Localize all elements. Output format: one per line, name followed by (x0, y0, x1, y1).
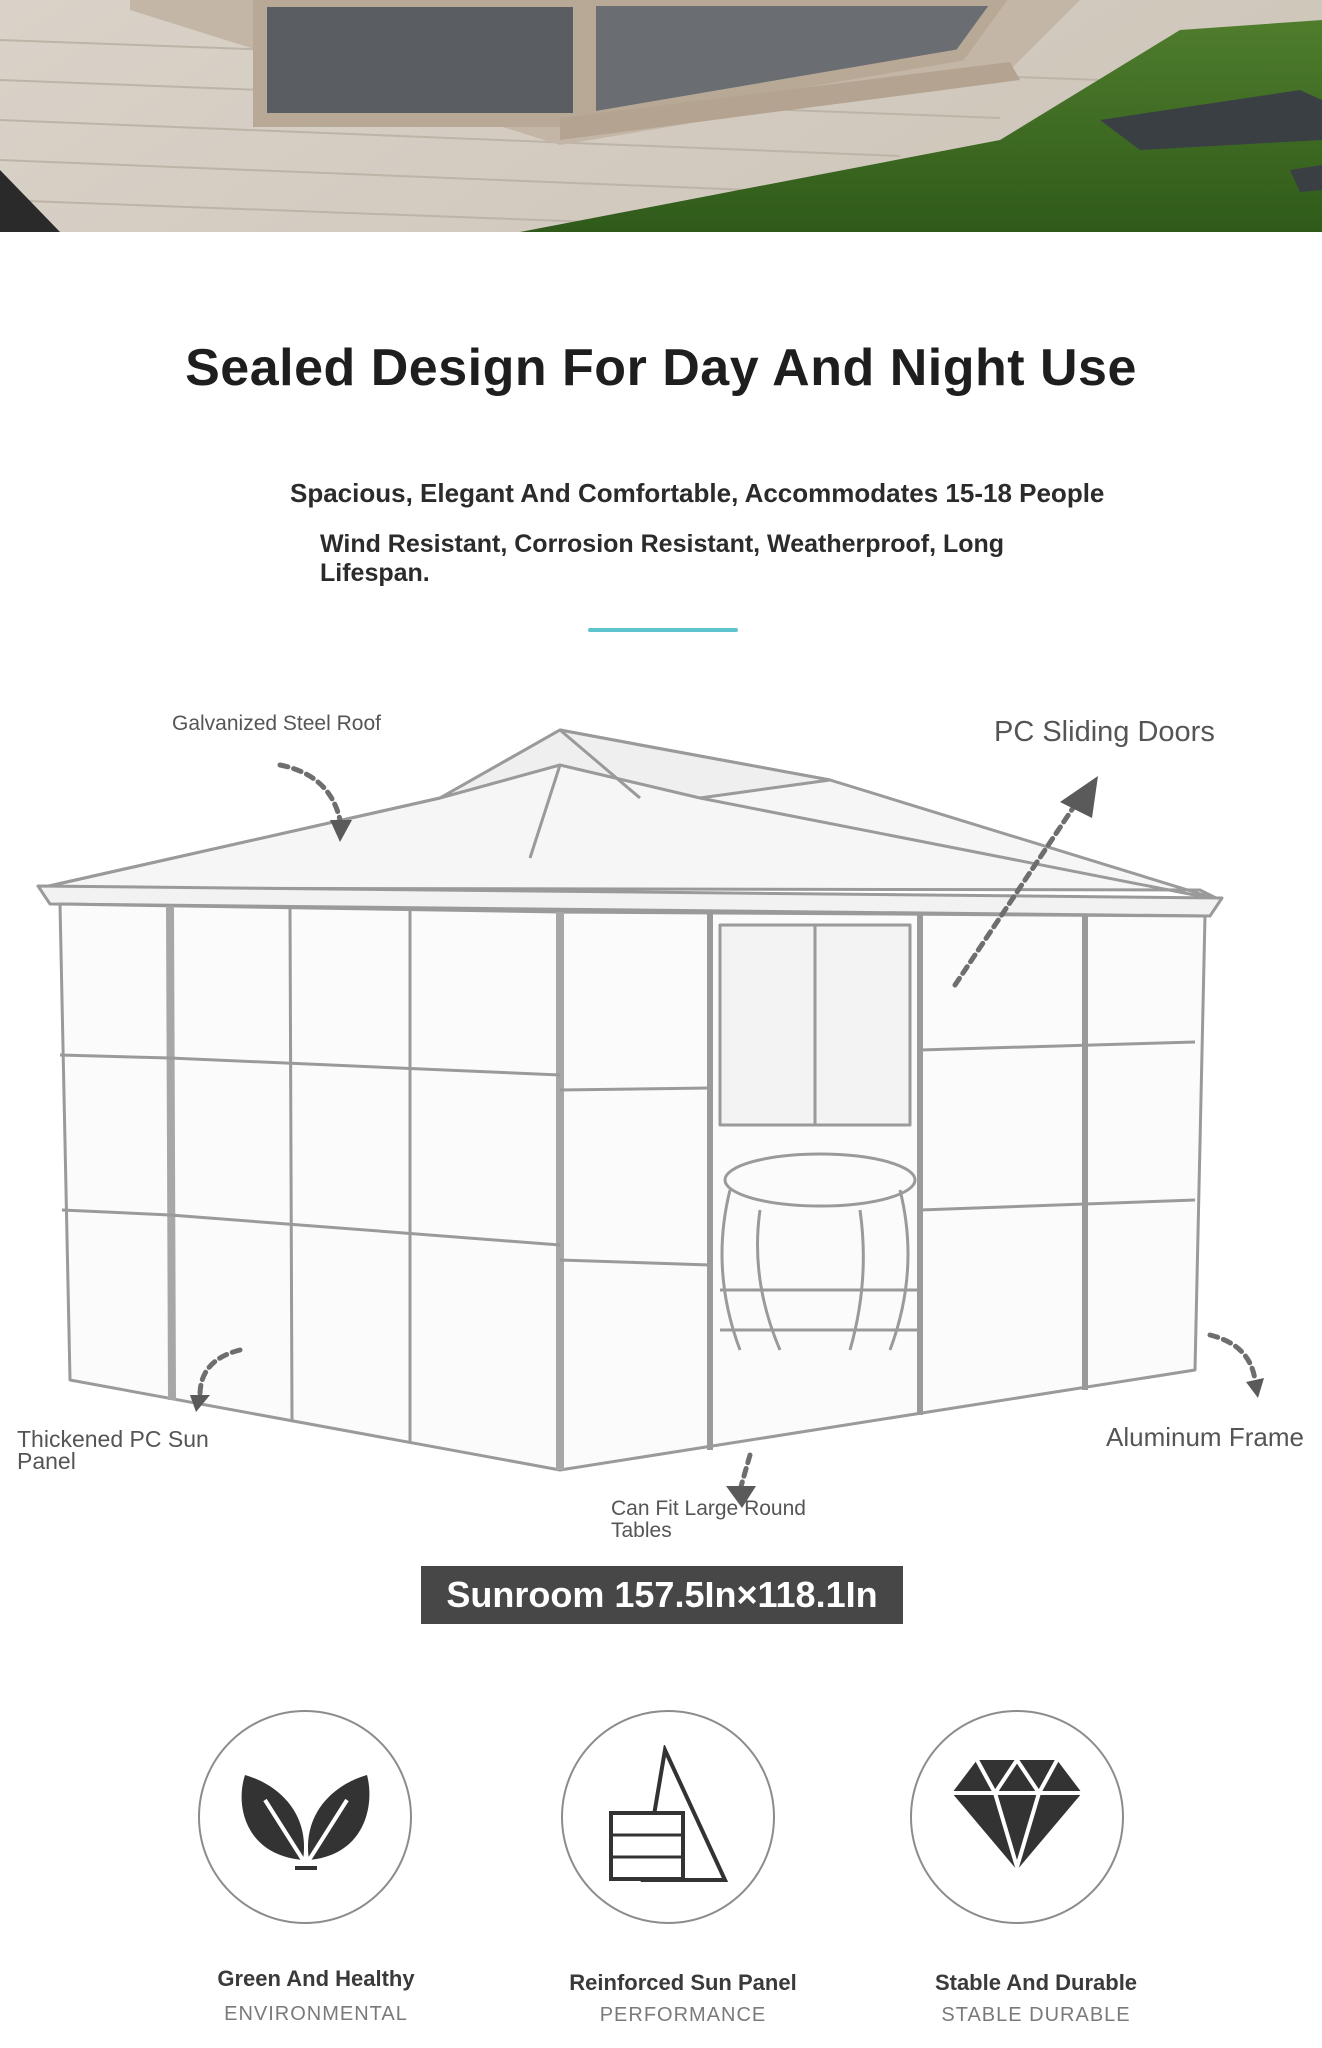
leaves-icon (235, 1760, 375, 1875)
feature-panel-subtitle: PERFORMANCE (599, 2004, 767, 2026)
callout-roof: Galvanized Steel Roof (172, 712, 381, 735)
panel-triangle-icon (603, 1745, 733, 1890)
sunroom-diagram (0, 690, 1322, 1510)
callout-frame: Aluminum Frame (1106, 1422, 1304, 1452)
callout-tables: Can Fit Large Round Tables (611, 1497, 806, 1542)
feature-durable-subtitle: STABLE DURABLE (941, 2004, 1131, 2026)
feature-durable-circle (910, 1710, 1124, 1924)
size-badge: Sunroom 157.5In×118.1In (421, 1566, 903, 1624)
feature-green-subtitle: ENVIRONMENTAL (224, 2003, 408, 2025)
tagline-capacity: Spacious, Elegant And Comfortable, Accommodates 15-18 People (290, 478, 1105, 508)
product-photo (0, 0, 1322, 232)
feature-panel-title: Reinforced Sun Panel (569, 1970, 797, 1995)
accent-divider (588, 628, 738, 632)
feature-green-circle (198, 1710, 412, 1924)
tagline-durability: Wind Resistant, Corrosion Resistant, Weatherproof, Long Lifespan. (320, 530, 1005, 587)
feature-green-title: Green And Healthy (217, 1966, 415, 1991)
feature-durable-title: Stable And Durable (934, 1970, 1138, 1995)
diamond-icon (947, 1755, 1087, 1880)
feature-panel-circle (561, 1710, 775, 1924)
callout-panel: Thickened PC Sun Panel (17, 1426, 209, 1474)
callout-doors: PC Sliding Doors (994, 716, 1215, 748)
page-headline: Sealed Design For Day And Night Use (185, 339, 1137, 397)
